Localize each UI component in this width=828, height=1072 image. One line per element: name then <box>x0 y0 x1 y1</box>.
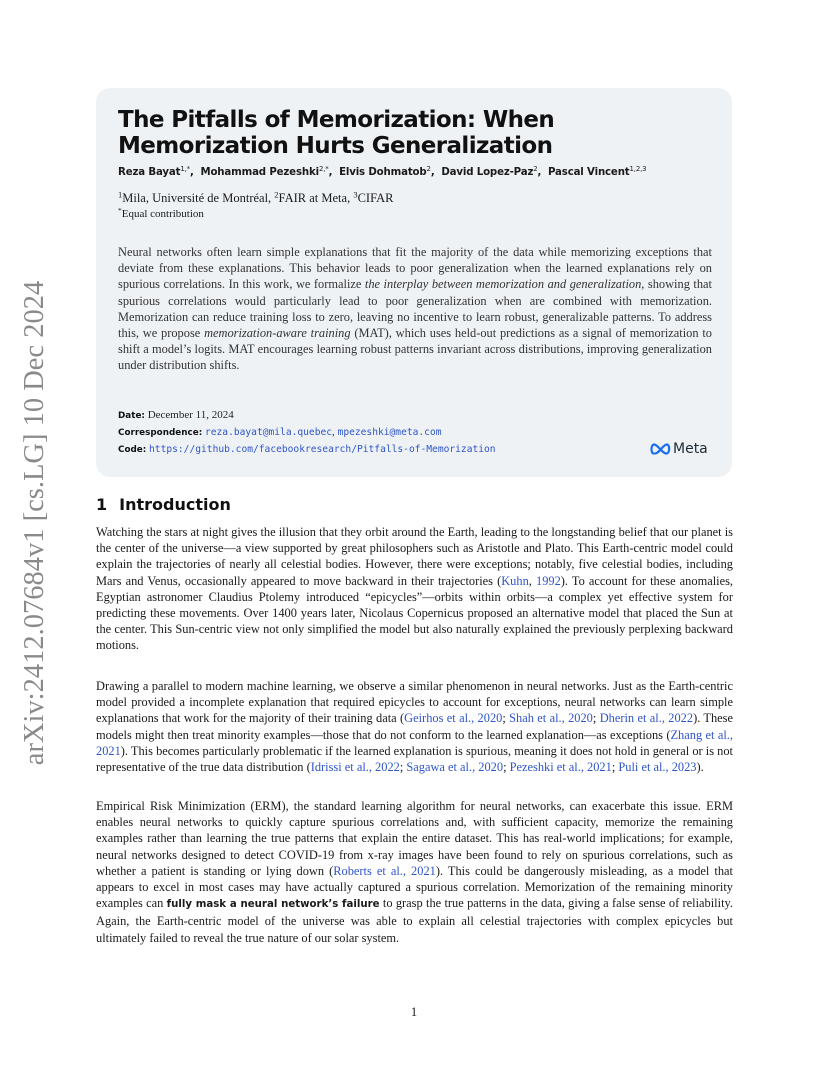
author-affiliation-mark: 1,* <box>180 165 190 174</box>
affiliations: $^1$Mila, Université de Montréal, $^2$FAIR at Meta, $^3$CIFAR <box>118 189 394 205</box>
citation-link[interactable]: Dherin et al., 2022 <box>599 711 694 726</box>
meta-logo-text: Meta <box>673 441 708 457</box>
author-name: Reza Bayat <box>118 167 181 178</box>
citation-link[interactable]: 1992 <box>536 573 561 588</box>
emphasized-phrase: fully mask a neural network’s failure <box>166 899 380 911</box>
email-link[interactable]: reza.bayat@mila.quebec <box>204 427 333 438</box>
meta-infinity-icon <box>650 443 671 455</box>
code-label: Code: <box>118 445 147 455</box>
author-name: Pascal Vincent <box>548 167 630 178</box>
section-title: Introduction <box>119 495 231 514</box>
paper-title: The Pitfalls of Memorization: When Memorization Hurts Generalization <box>118 107 555 159</box>
page-number: 1 <box>410 1005 418 1019</box>
intro-paragraph-2: Drawing a parallel to modern machine learning, we observe a similar phenomenon in neural networks. Just as the Earth-centric model provided a incomplete explanation that required epicycles to account for exceptions, neural networks can learn simple explanations that work for the majority of their training data (Geirhos et al., 2020; Shah et al., 2020; Dherin et al., 2022). These models might then treat minority examples—those that do not conform to the learned explanation—as exceptions (Zhang et al., 2021). This becomes particularly problematic if the learned explanation is spurious, meaning it does not hold in general or is not representative of the true data distribution (Idrissi et al., 2022; Sagawa et al., 2020; Pezeshki et al., 2021; Puli et al., 2023). <box>96 679 734 775</box>
date-line <box>118 409 234 421</box>
author-affiliation-mark: 2 <box>533 165 538 174</box>
section-number: 1 <box>96 495 108 514</box>
author-name: David Lopez-Paz <box>441 167 534 178</box>
section-heading <box>96 495 231 514</box>
date-value: December 11, 2024 <box>147 409 234 421</box>
citation-link[interactable]: Shah et al., 2020 <box>509 711 593 726</box>
code-line <box>118 443 496 455</box>
date-label: Date: <box>118 411 145 421</box>
author-list: Reza Bayat$^{1,*}$, Mohammad Pezeshki$^{2,*}$, Elvis Dohmatob$^2$, David Lopez-Paz$^2$, Pascal Vincent$^{1,2,3}$ <box>118 165 647 178</box>
citation-link[interactable]: Sagawa et al., 2020 <box>406 760 504 775</box>
abstract-emphasis: memorization-aware training <box>204 326 351 341</box>
abstract: Neural networks often learn simple explanations that fit the majority of the data while memorizing exceptions that deviate from these explanations. This behavior leads to poor generalization when the learned explanations rely on spurious correlations. In this work, we formalize the interplay between memorization and generalization, showing that spurious correlations would particularly lead to poor generalization when are combined with memorization. Memorization can reduce training loss to zero, leaving no incentive to learn robust, generalizable patterns. To address this, we propose memorization-aware training (MAT), which uses held-out predictions as a signal of memorization to shift a model’s logits. MAT encourages learning robust patterns invariant across distributions, improving generalization under distribution shifts. <box>118 245 712 373</box>
citation-link[interactable]: Geirhos et al., 2020 <box>404 711 503 726</box>
citation-link[interactable]: Pezeshki et al., 2021 <box>509 760 612 775</box>
meta-logo <box>650 441 708 457</box>
arxiv-stamp-text: arXiv:2412.07684v1 [cs.LG] 10 Dec 2024 <box>19 280 50 765</box>
author-name: Elvis Dohmatob <box>339 167 427 178</box>
abstract-emphasis: the interplay between memorization and generalization <box>364 277 642 292</box>
citation-link[interactable]: Idrissi et al., 2022 <box>310 760 400 775</box>
citation-link[interactable]: Zhang et al., 2021 <box>96 727 733 758</box>
equal-contribution-note: *Equal contribution <box>118 205 204 220</box>
citation-link[interactable]: Kuhn <box>501 573 529 588</box>
intro-paragraph-1: Watching the stars at night gives the illusion that they orbit around the Earth, leading to the longstanding belief that our planet is the center of the universe—a view supported by great philosophers such as Aristotle and Plato. This Earth-centric model could explain the trajectories of nearly all celestial bodies. However, there were exceptions; notably, five celestial bodies, including Mars and Venus, occasionally appeared to move backward in their trajectories (Kuhn, 1992). To account for these anomalies, Egyptian astronomer Claudius Ptolemy introduced “epicycles”—orbits within orbits—a complex yet effective system for predicting these movements. Over 1400 years later, Nicolaus Copernicus proposed an alternative model that placed the Sun at the center. This Sun-centric view not only simplified the model but also naturally explained the previously perplexing backward motions. <box>96 525 734 653</box>
arxiv-stamp <box>10 280 60 765</box>
author-name: Mohammad Pezeshki <box>200 167 319 178</box>
author-affiliation-mark: 2 <box>426 165 431 174</box>
citation-link[interactable]: Puli et al., 2023 <box>618 760 697 775</box>
intro-paragraph-3: Empirical Risk Minimization (ERM), the standard learning algorithm for neural networks, can exacerbate this issue. ERM enables neural networks to quickly capture spurious correlations and, with sufficient capacity, memorize the remaining examples rather than learning the true patterns that explain the entire dataset. This has real-world implications; for example, neural networks designed to detect COVID-19 from x-ray images have been found to rely on spurious correlations, such as whether a patient is standing or lying down (Roberts et al., 2021). This could be dangerously misleading, as a model that appears to excel in most cases may have actually captured a spurious correlation. Memorization of the remaining minority examples can fully mask a neural network’s failure to grasp the true patterns in the data, giving a false sense of reliability. Again, the Earth-centric model of the universe was able to explain all celestial trajectories with complex epicycles but ultimately failed to reveal the true nature of our solar system. <box>96 799 733 945</box>
email-link[interactable]: mpezeshki@meta.com <box>337 427 442 438</box>
author-affiliation-mark: 1,2,3 <box>629 165 647 174</box>
code-link[interactable]: https://github.com/facebookresearch/Pitfalls-of-Memorization <box>149 444 496 455</box>
citation-link[interactable]: Roberts et al., 2021 <box>333 863 436 878</box>
correspondence-label: Correspondence: <box>118 428 203 438</box>
author-affiliation-mark: 2,* <box>318 165 329 174</box>
correspondence-line: Correspondence: reza.bayat@mila.quebec, mpezeshki@meta.com <box>118 426 442 438</box>
